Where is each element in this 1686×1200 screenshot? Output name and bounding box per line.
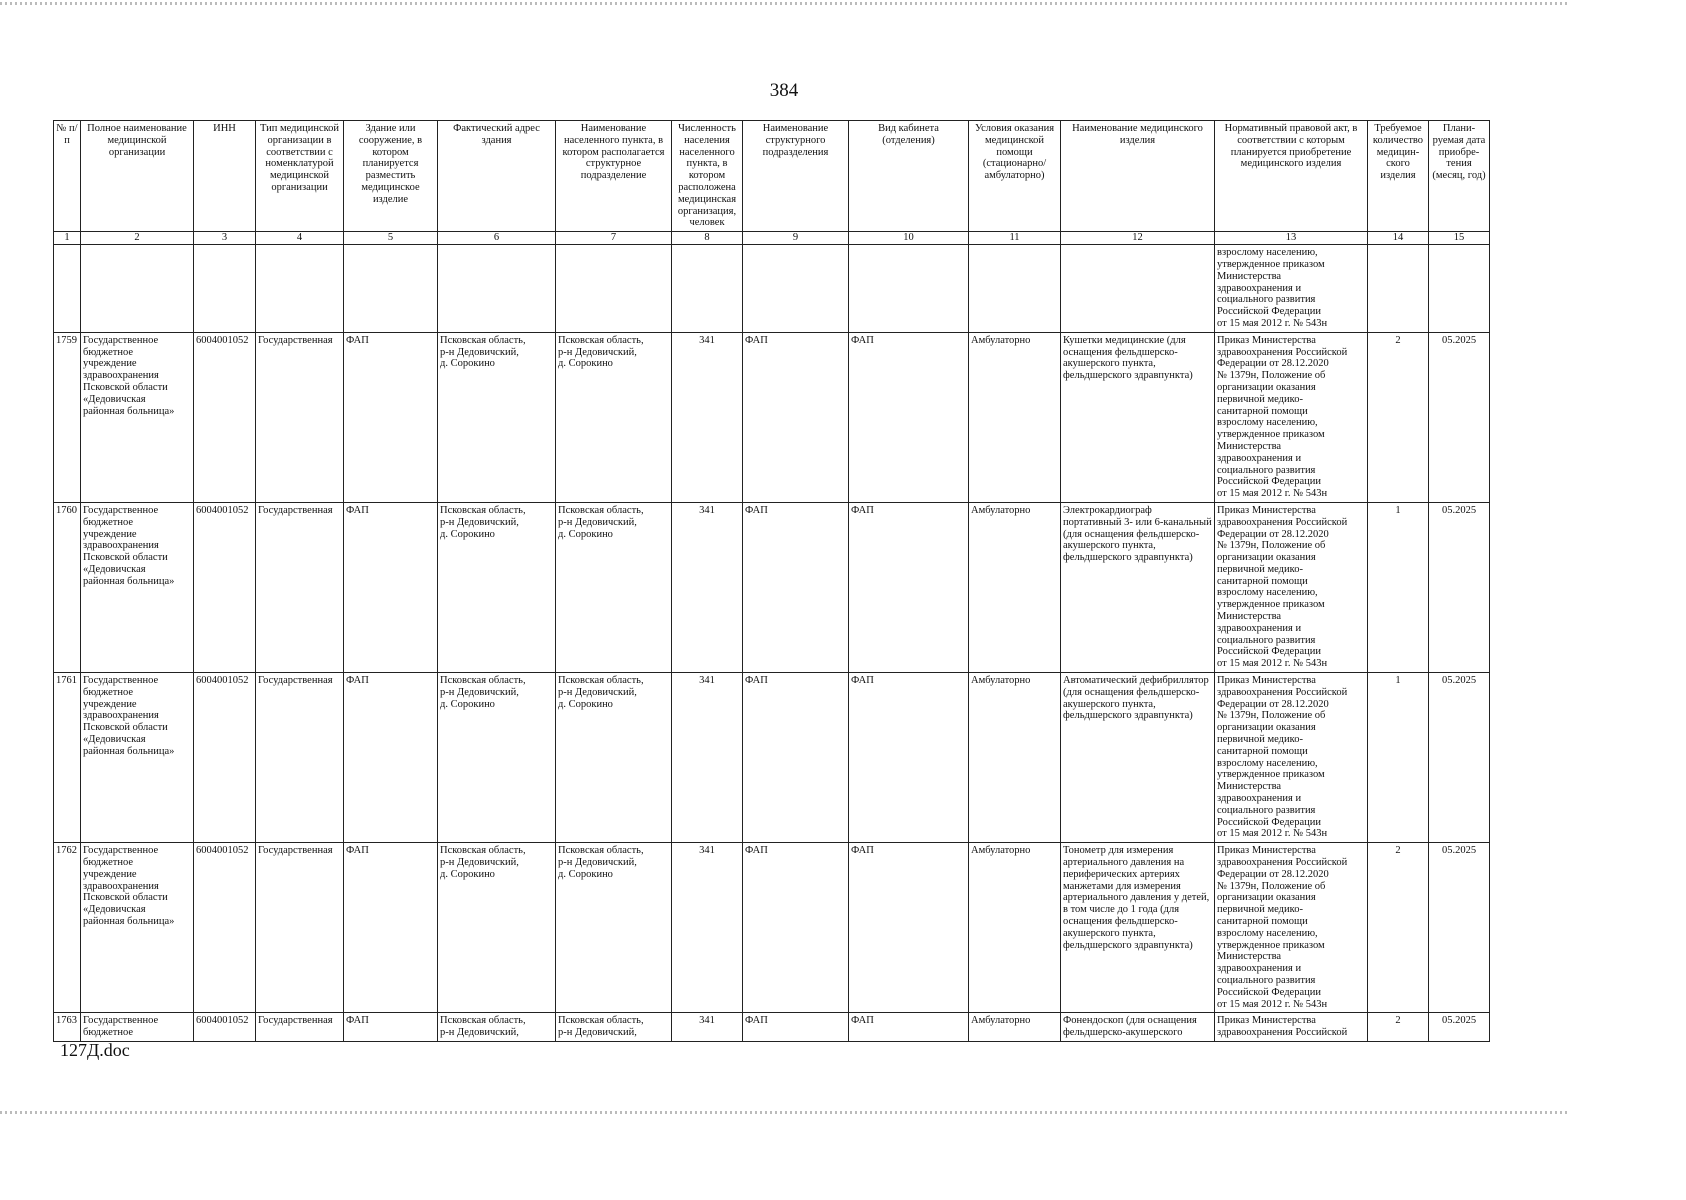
col-header-inn: ИНН <box>194 121 256 232</box>
cell-device: Электрокардиограф портативный 3- или 6-канальный (для оснащения фельдшерско-акушерского пункта, фельдшерского здравпункта) <box>1061 502 1215 672</box>
cell-legal-act <box>1215 1013 1368 1042</box>
org-line: учреждение <box>83 528 137 540</box>
act-line: взрослому населению, <box>1217 757 1318 769</box>
org-line: районная больница» <box>83 745 175 757</box>
cell-org-type: Государственная <box>256 502 344 672</box>
equipment-table <box>53 120 1490 1042</box>
column-number: 4 <box>256 232 344 245</box>
org-line: районная больница» <box>83 405 175 417</box>
act-line: утвержденное приказом <box>1217 429 1325 441</box>
act-line: Министерства <box>1217 611 1282 623</box>
cell-locality <box>556 502 672 672</box>
cell-empty <box>256 245 344 333</box>
act-line: здравоохранения Российской <box>1217 857 1348 869</box>
act-line: Федерации от 28.12.2020 <box>1217 358 1329 370</box>
org-line: здравоохранения <box>83 880 159 892</box>
act-line: от 15 мая 2012 г. № 543н <box>1217 317 1328 329</box>
org-line: учреждение <box>83 698 137 710</box>
cell-num: 1763 <box>54 1013 81 1042</box>
cell-inn: 6004001052 <box>194 843 256 1013</box>
cell-empty <box>81 245 194 333</box>
act-line: от 15 мая 2012 г. № 543н <box>1217 658 1328 670</box>
act-line: социального развития <box>1217 634 1316 646</box>
col-header-locality: Наименование населенного пункта, в котором располагается структурное подразделение <box>556 121 672 232</box>
act-line: организации оказания <box>1217 552 1316 564</box>
cell-inn: 6004001052 <box>194 1013 256 1042</box>
col-header-org-type: Тип медицинской организации в соответствии с номенклатурой медицинской организации <box>256 121 344 232</box>
cell-device: Автоматический дефибриллятор (для оснащения фельдшерско-акушерского пункта, фельдшерского здравпункта) <box>1061 673 1215 843</box>
act-line: Российской Федерации <box>1217 986 1321 998</box>
column-number: 3 <box>194 232 256 245</box>
cell-locality <box>556 332 672 502</box>
address-line: Псковская область, <box>440 675 526 687</box>
address-line: р-н Дедовичский, <box>440 857 519 869</box>
act-line: санитарной помощи <box>1217 745 1308 757</box>
org-line: Государственное <box>83 675 159 687</box>
act-line: здравоохранения и <box>1217 622 1302 634</box>
act-line: утвержденное приказом <box>1217 939 1325 951</box>
org-line: «Дедовичская <box>83 904 146 916</box>
cell-date: 05.2025 <box>1429 332 1490 502</box>
act-line: здравоохранения и <box>1217 282 1302 294</box>
org-line: Государственное <box>83 504 159 516</box>
cell-org-type: Государственная <box>256 1013 344 1042</box>
act-line: первичной медико- <box>1217 734 1303 746</box>
column-number: 13 <box>1215 232 1368 245</box>
cell-quantity: 2 <box>1368 332 1429 502</box>
act-line: здравоохранения и <box>1217 963 1302 975</box>
act-line: здравоохранения Российской <box>1217 516 1348 528</box>
column-number: 12 <box>1061 232 1215 245</box>
cell-building: ФАП <box>344 1013 438 1042</box>
act-line: первичной медико- <box>1217 393 1303 405</box>
act-line: здравоохранения Российской <box>1217 686 1348 698</box>
address-line: д. Сорокино <box>440 358 495 370</box>
org-line: учреждение <box>83 868 137 880</box>
act-line: социального развития <box>1217 464 1316 476</box>
cell-device: Тонометр для измерения артериального давления на периферических артериях манжетами для измерения артериального давления у детей, в том числе до 1 года (для оснащения фельдшерско-акушерского пункта, фельдшерского здравпункта) <box>1061 843 1215 1013</box>
act-line: здравоохранения Российской <box>1217 1027 1348 1039</box>
col-header-address: Фактический адрес здания <box>438 121 556 232</box>
org-line: Псковской области <box>83 381 168 393</box>
act-line: Федерации от 28.12.2020 <box>1217 528 1329 540</box>
cell-org-type: Государственная <box>256 843 344 1013</box>
cell-org-type: Государственная <box>256 673 344 843</box>
table-row <box>54 502 1490 672</box>
cell-population: 341 <box>672 332 743 502</box>
act-line: взрослому населению, <box>1217 587 1318 599</box>
act-line: социального развития <box>1217 974 1316 986</box>
org-line: «Дедовичская <box>83 563 146 575</box>
cell-date: 05.2025 <box>1429 502 1490 672</box>
act-line: Приказ Министерства <box>1217 675 1316 687</box>
cell-empty <box>438 245 556 333</box>
column-number: 11 <box>969 232 1061 245</box>
org-line: здравоохранения <box>83 540 159 552</box>
cell-org-name <box>81 673 194 843</box>
cell-inn: 6004001052 <box>194 502 256 672</box>
act-line: санитарной помощи <box>1217 575 1308 587</box>
act-line: взрослому населению, <box>1217 417 1318 429</box>
table-row <box>54 332 1490 502</box>
org-line: районная больница» <box>83 575 175 587</box>
scan-edge-top <box>0 2 1568 5</box>
act-line: Российской Федерации <box>1217 476 1321 488</box>
act-line: Приказ Министерства <box>1217 845 1316 857</box>
col-header-device: Наименование медицинского изделия <box>1061 121 1215 232</box>
org-line: здравоохранения <box>83 370 159 382</box>
column-number: 10 <box>849 232 969 245</box>
col-header-building: Здание или сооружение, в котором планируется разместить медицинское изделие <box>344 121 438 232</box>
cell-empty <box>849 245 969 333</box>
cell-empty <box>743 245 849 333</box>
cell-quantity: 2 <box>1368 843 1429 1013</box>
act-line: от 15 мая 2012 г. № 543н <box>1217 828 1328 840</box>
cell-legal-act <box>1215 502 1368 672</box>
col-header-date: Плани-руемая дата приобре-тения (месяц, год) <box>1429 121 1490 232</box>
org-line: районная больница» <box>83 916 175 927</box>
address-line: д. Сорокино <box>558 358 613 370</box>
cell-num: 1760 <box>54 502 81 672</box>
act-line: Приказ Министерства <box>1217 504 1316 516</box>
col-header-cabinet: Вид кабинета (отделения) <box>849 121 969 232</box>
address-line: р-н Дедовичский, <box>440 516 519 528</box>
cell-cabinet: ФАП <box>849 332 969 502</box>
column-number: 2 <box>81 232 194 245</box>
cell-building: ФАП <box>344 502 438 672</box>
col-header-num: № п/п <box>54 121 81 232</box>
cell-building: ФАП <box>344 332 438 502</box>
table-row <box>54 673 1490 843</box>
cell-device: Кушетки медицинские (для оснащения фельдшерско-акушерского пункта, фельдшерского здравпункта) <box>1061 332 1215 502</box>
column-number: 6 <box>438 232 556 245</box>
cell-empty <box>1061 245 1215 333</box>
cell-population: 341 <box>672 843 743 1013</box>
org-line: бюджетное <box>83 857 134 869</box>
table-row <box>54 1013 1490 1042</box>
cell-subdivision: ФАП <box>743 332 849 502</box>
cell-cabinet: ФАП <box>849 1013 969 1042</box>
column-number-row <box>54 232 1490 245</box>
cell-locality <box>556 673 672 843</box>
act-line: Российской Федерации <box>1217 646 1321 658</box>
cell-conditions: Амбулаторно <box>969 502 1061 672</box>
cell-device <box>1061 1013 1215 1042</box>
address-line: Псковская область, <box>558 1015 644 1027</box>
address-line: Псковская область, <box>558 845 644 857</box>
table-row <box>54 843 1490 1013</box>
cell-subdivision: ФАП <box>743 673 849 843</box>
cell-empty <box>1429 245 1490 333</box>
act-line: № 1379н, Положение об <box>1217 710 1326 722</box>
org-line: Псковской области <box>83 552 168 564</box>
page-number: 384 <box>769 80 799 101</box>
address-line: Псковская область, <box>440 845 526 857</box>
cell-conditions: Амбулаторно <box>969 1013 1061 1042</box>
column-number: 15 <box>1429 232 1490 245</box>
address-line: д. Сорокино <box>440 698 495 710</box>
act-line: организации оказания <box>1217 892 1316 904</box>
cell-cabinet: ФАП <box>849 502 969 672</box>
act-line: Федерации от 28.12.2020 <box>1217 698 1329 710</box>
cell-address <box>438 673 556 843</box>
device-line: Фонендоскоп (для оснащения <box>1063 1015 1197 1027</box>
cell-empty <box>54 245 81 333</box>
address-line: д. Сорокино <box>440 528 495 540</box>
cell-subdivision: ФАП <box>743 502 849 672</box>
device-line: фельдшерско-акушерского <box>1063 1027 1183 1039</box>
cell-address <box>438 332 556 502</box>
cell-population: 341 <box>672 673 743 843</box>
act-line: первичной медико- <box>1217 904 1303 916</box>
header-row <box>54 121 1490 232</box>
act-line: здравоохранения и <box>1217 452 1302 464</box>
table-row-continuation <box>54 245 1490 333</box>
cell-empty <box>969 245 1061 333</box>
cell-num: 1759 <box>54 332 81 502</box>
act-line: утвержденное приказом <box>1217 769 1325 781</box>
address-line: р-н Дедовичский, <box>558 516 637 528</box>
cell-num: 1762 <box>54 843 81 1013</box>
act-line: взрослому населению, <box>1217 927 1318 939</box>
act-line: организации оказания <box>1217 381 1316 393</box>
col-header-population: Численность населения населенного пункта, в котором расположена медицинская организация, человек <box>672 121 743 232</box>
cell-empty <box>194 245 256 333</box>
cell-org-name <box>81 1013 194 1042</box>
cell-legal-act <box>1215 245 1368 333</box>
act-line: от 15 мая 2012 г. № 543н <box>1217 998 1328 1010</box>
address-line: р-н Дедовичский, <box>558 857 637 869</box>
cell-empty <box>556 245 672 333</box>
cell-legal-act <box>1215 843 1368 1013</box>
cell-conditions: Амбулаторно <box>969 843 1061 1013</box>
address-line: Псковская область, <box>440 504 526 516</box>
address-line: р-н Дедовичский, <box>440 1027 519 1039</box>
address-line: р-н Дедовичский, <box>558 346 637 358</box>
footer-filename: 127Д.doc <box>60 1040 130 1060</box>
cell-date: 05.2025 <box>1429 1013 1490 1042</box>
address-line: р-н Дедовичский, <box>440 346 519 358</box>
cell-conditions: Амбулаторно <box>969 332 1061 502</box>
cell-inn: 6004001052 <box>194 332 256 502</box>
act-line: здравоохранения и <box>1217 793 1302 805</box>
act-line: Федерации от 28.12.2020 <box>1217 868 1329 880</box>
col-header-org-name: Полное наименование медицинской организации <box>81 121 194 232</box>
act-line: утвержденное приказом <box>1217 599 1325 611</box>
cell-population: 341 <box>672 1013 743 1042</box>
cell-subdivision: ФАП <box>743 1013 849 1042</box>
act-line: здравоохранения Российской <box>1217 346 1348 358</box>
cell-legal-act <box>1215 673 1368 843</box>
act-line: № 1379н, Положение об <box>1217 540 1326 552</box>
col-header-conditions: Условия оказания медицинской помощи (стационарно/ амбулаторно) <box>969 121 1061 232</box>
column-number: 14 <box>1368 232 1429 245</box>
address-line: р-н Дедовичский, <box>558 1027 637 1039</box>
act-line: санитарной помощи <box>1217 916 1308 927</box>
act-line: первичной медико- <box>1217 563 1303 575</box>
act-line: Российской Федерации <box>1217 306 1321 318</box>
cell-conditions: Амбулаторно <box>969 673 1061 843</box>
org-line: Государственное <box>83 845 159 857</box>
org-line: учреждение <box>83 358 137 370</box>
cell-subdivision: ФАП <box>743 843 849 1013</box>
cell-date: 05.2025 <box>1429 673 1490 843</box>
cell-org-name <box>81 502 194 672</box>
cell-org-type: Государственная <box>256 332 344 502</box>
cell-building: ФАП <box>344 843 438 1013</box>
address-line: д. Сорокино <box>558 868 613 880</box>
address-line: Псковская область, <box>440 334 526 346</box>
org-line: бюджетное <box>83 346 134 358</box>
org-line: Государственное <box>83 1015 159 1027</box>
cell-empty <box>344 245 438 333</box>
column-number: 8 <box>672 232 743 245</box>
cell-address <box>438 502 556 672</box>
cell-date: 05.2025 <box>1429 843 1490 1013</box>
org-line: бюджетное <box>83 1027 134 1039</box>
address-line: Псковская область, <box>558 675 644 687</box>
act-line: Приказ Министерства <box>1217 334 1316 346</box>
col-header-legal-act: Нормативный правовой акт, в соответствии с которым планируется приобретение медицинского изделия <box>1215 121 1368 232</box>
org-line: «Дедовичская <box>83 734 146 746</box>
cell-locality <box>556 1013 672 1042</box>
col-header-quantity: Требуемое количество медицин-ского изделия <box>1368 121 1429 232</box>
org-line: Псковской области <box>83 892 168 904</box>
act-line: № 1379н, Положение об <box>1217 880 1326 892</box>
org-line: бюджетное <box>83 686 134 698</box>
org-line: Псковской области <box>83 722 168 734</box>
act-line: организации оказания <box>1217 722 1316 734</box>
cell-quantity: 1 <box>1368 673 1429 843</box>
scan-edge-bottom <box>0 1111 1568 1114</box>
org-line: здравоохранения <box>83 710 159 722</box>
cell-cabinet: ФАП <box>849 673 969 843</box>
address-line: д. Сорокино <box>440 868 495 880</box>
cell-inn: 6004001052 <box>194 673 256 843</box>
cell-org-name <box>81 843 194 1013</box>
act-line: социального развития <box>1217 804 1316 816</box>
act-line: Министерства <box>1217 781 1282 793</box>
cell-empty <box>672 245 743 333</box>
cell-address <box>438 843 556 1013</box>
org-line: бюджетное <box>83 516 134 528</box>
address-line: р-н Дедовичский, <box>558 686 637 698</box>
column-number: 7 <box>556 232 672 245</box>
cell-quantity: 1 <box>1368 502 1429 672</box>
cell-quantity: 2 <box>1368 1013 1429 1042</box>
column-number: 1 <box>54 232 81 245</box>
column-number: 5 <box>344 232 438 245</box>
address-line: д. Сорокино <box>558 528 613 540</box>
org-line: Государственное <box>83 334 159 346</box>
col-header-subdivision: Наименование структурного подразделения <box>743 121 849 232</box>
cell-empty <box>1368 245 1429 333</box>
act-line: Министерства <box>1217 951 1282 963</box>
org-line: «Дедовичская <box>83 393 146 405</box>
address-line: Псковская область, <box>558 504 644 516</box>
address-line: р-н Дедовичский, <box>440 686 519 698</box>
act-line: социального развития <box>1217 294 1316 306</box>
act-line: утвержденное приказом <box>1217 258 1325 270</box>
cell-legal-act <box>1215 332 1368 502</box>
cell-num: 1761 <box>54 673 81 843</box>
act-line: взрослому населению, <box>1217 247 1318 259</box>
act-line: от 15 мая 2012 г. № 543н <box>1217 488 1328 500</box>
act-line: Министерства <box>1217 440 1282 452</box>
act-line: Приказ Министерства <box>1217 1015 1316 1027</box>
act-line: № 1379н, Положение об <box>1217 370 1326 382</box>
cell-locality <box>556 843 672 1013</box>
cell-address <box>438 1013 556 1042</box>
cell-org-name <box>81 332 194 502</box>
address-line: д. Сорокино <box>558 698 613 710</box>
act-line: Российской Федерации <box>1217 816 1321 828</box>
address-line: Псковская область, <box>558 334 644 346</box>
address-line: Псковская область, <box>440 1015 526 1027</box>
act-line: санитарной помощи <box>1217 405 1308 417</box>
cell-building: ФАП <box>344 673 438 843</box>
cell-cabinet: ФАП <box>849 843 969 1013</box>
cell-population: 341 <box>672 502 743 672</box>
column-number: 9 <box>743 232 849 245</box>
act-line: Министерства <box>1217 270 1282 282</box>
